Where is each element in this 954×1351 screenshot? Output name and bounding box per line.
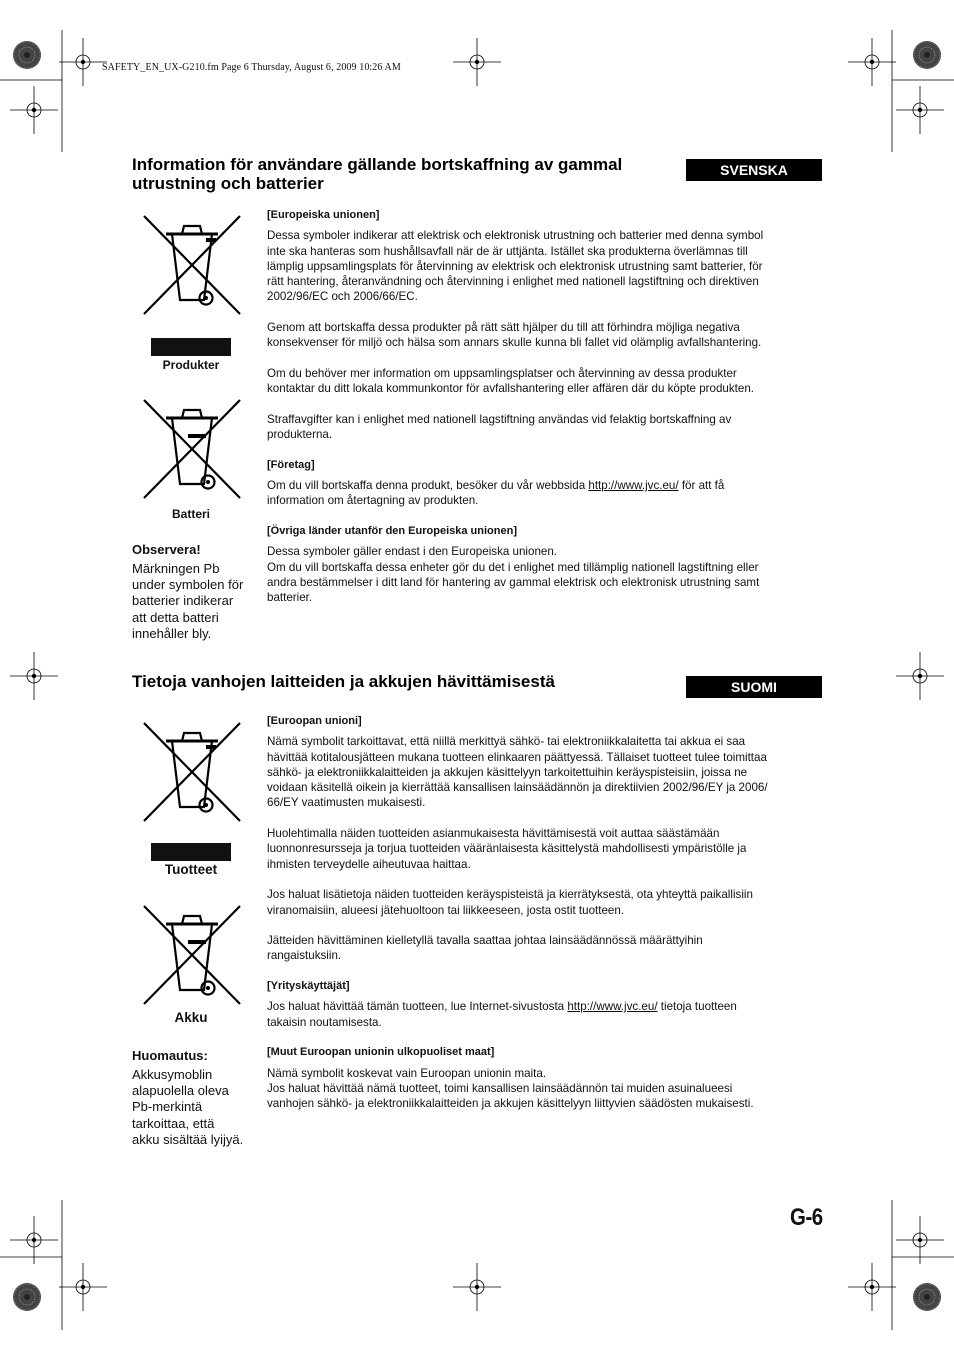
business-heading: [Företag] — [267, 458, 315, 471]
products-black-bar — [151, 338, 231, 356]
note-body: Akkusymoblin alapuolella oleva Pb-merkintä tarkoittaa, että akku sisältää lyijyä. — [132, 1067, 244, 1147]
svenska-language-tab: SVENSKA — [686, 159, 822, 181]
crossed-bin-icon-products — [140, 719, 244, 825]
products-caption: Produkter — [162, 358, 220, 372]
note-title: Observera! — [132, 542, 201, 557]
svenska-section-title: Information för användare gällande bortskaffning av gammal utrustning och batterier — [132, 155, 623, 193]
note-body: Märkningen Pb under symbolen för batterier indikerar att detta batteri innehåller bly. — [132, 561, 244, 641]
svenska-note — [132, 542, 260, 642]
battery-caption: Akku — [174, 1010, 208, 1025]
business-heading: [Yrityskäyttäjät] — [267, 980, 350, 993]
business-line: Om du vill bortskaffa denna produkt, besöker du vår webbsida http://www.jvc.eu/ för att få — [267, 479, 725, 493]
page-number: G-6 — [790, 1204, 823, 1231]
suomi-section-title: Tietoja vanhojen laitteiden ja akkujen hävittämisestä — [132, 672, 555, 691]
business-line: Jos haluat hävittää tämän tuotteen, lue Internet-sivustosta http://www.jvc.eu/ tietoja tuotteen — [267, 1000, 737, 1014]
suomi-language-tab: SUOMI — [686, 676, 822, 698]
suomi-body: [Euroopan unioni] Nämä symbolit tarkoittavat, että niillä merkittyä sähkö- tai elektroniikkalaitetta tai akkua ei saa hävittää kotitalousjätteen mukana tuotteen elinkaaren päättyessä. Tällaiset tuotteet tulee toimittaa sähkö- ja elektroniikkalaitteiden ja akkujen käsittelyyn tarkoitettuihin keräyspisteisiin, joissa ne voidaan käsitellä oikein ja kierrättää kansallisen lainsäädännön ja direktiivien 2002/96/EY ja 2006/ 66/EY vaatimusten mukaisesti. Huolehtimalla näiden tuotteiden asianmukaisesta hävittämisestä voit auttaa säästämään luonnonresursseja ja torjua tuotteiden vääränlaisesta käsittelystä mahdollisesti ympäristölle ja ihmisten terveydelle aiheutuvaa haittaa. Jos haluat lisätietoja näiden tuotteiden keräyspisteistä ja kierrätyksestä, ota yhteyttä paikallisiin viranomaisiin, alueesi jätehuoltoon tai liikkeeseen, josta ostit tuotteen. Jätteiden hävittäminen kielletyllä tavalla saattaa johtaa lainsäädännössä määrättyihin rangaistuksiin. [Yrityskäyttäjät] Jos haluat hävittää tämän tuotteen, lue Internet-sivustosta http://www.jvc.eu/ tietoja tuotteen takaisin noutamisesta. [Muut Euroopan unionin ulkopuoliset maat] Nämä symbolit koskevat vain Euroopan unionin maita. Jos haluat hävittää nämä tuotteet, toimi kansallisen lainsäädännön tai muiden asuinalueesi vanhojen sähkö- ja elektroniikkalaitteiden ja akkujen käsittelyyn liittyvien säädösten mukaisesti. — [267, 714, 832, 1111]
battery-caption: Batteri — [171, 507, 210, 521]
jvc-link[interactable]: http://www.jvc.eu/ — [567, 1000, 658, 1014]
other-countries-heading: [Muut Euroopan unionin ulkopuoliset maat] — [267, 1046, 495, 1059]
eu-heading: [Europeiska unionen] — [267, 209, 380, 221]
eu-heading: [Euroopan unioni] — [267, 715, 362, 727]
file-header-line: SAFETY_EN_UX-G210.fm Page 6 Thursday, August 6, 2009 10:26 AM — [102, 62, 401, 73]
crossed-bin-icon-battery — [140, 902, 244, 1008]
jvc-link[interactable]: http://www.jvc.eu/ — [588, 479, 679, 493]
crossed-bin-icon-products — [140, 212, 244, 318]
products-black-bar — [151, 843, 231, 861]
note-title: Huomautus: — [132, 1048, 208, 1063]
suomi-note — [132, 1048, 262, 1148]
crossed-bin-icon-battery — [140, 396, 244, 502]
svenska-body: [Europeiska unionen] Dessa symboler indikerar att elektrisk och elektronisk utrustning och batterier med denna symbol inte ska hanteras som hushållsavfall när de är uttjänta. Istället ska produkterna överlämnas till lämplig uppsamlingsplats för återvinning av elektrisk och elektronisk utrustning samt batterier, för rätt hantering, återanvändning och återvinning i enlighet med nationell lagstiftning och direktiven 2002/96/EC och 2006/66/EC. Genom att bortskaffa dessa produkter på rätt sätt hjälper du till att förhindra möjliga negativa konsekvenser för miljö och hälsa som annars skulle kunna bli fallet vid olämplig avfallshantering. Om du behöver mer information om uppsamlingsplatser och återvinning av dessa produkter kontaktar du ditt lokala kommunkontor för avfallshantering eller affären där du köpte produkten. Straffavgifter kan i enlighet med nationell lagstiftning användas vid felaktig bortskaffning av produkterna. [Företag] Om du vill bortskaffa denna produkt, besöker du vår webbsida http://www.jvc.eu/ för att få information om återtagning av produkten. [Övriga länder utanför den Europeiska unionen] Dessa symboler gäller endast i den Europeiska unionen. Om du vill bortskaffa dessa enheter gör du det i enlighet med tillämplig nationell lagstiftning eller andra bestämmelser i ditt land för hantering av gammal elektrisk och elektronisk utrustning samt batterier. — [267, 208, 832, 605]
other-countries-heading: [Övriga länder utanför den Europeiska unionen] — [267, 524, 517, 537]
products-caption: Tuotteet — [164, 862, 218, 877]
